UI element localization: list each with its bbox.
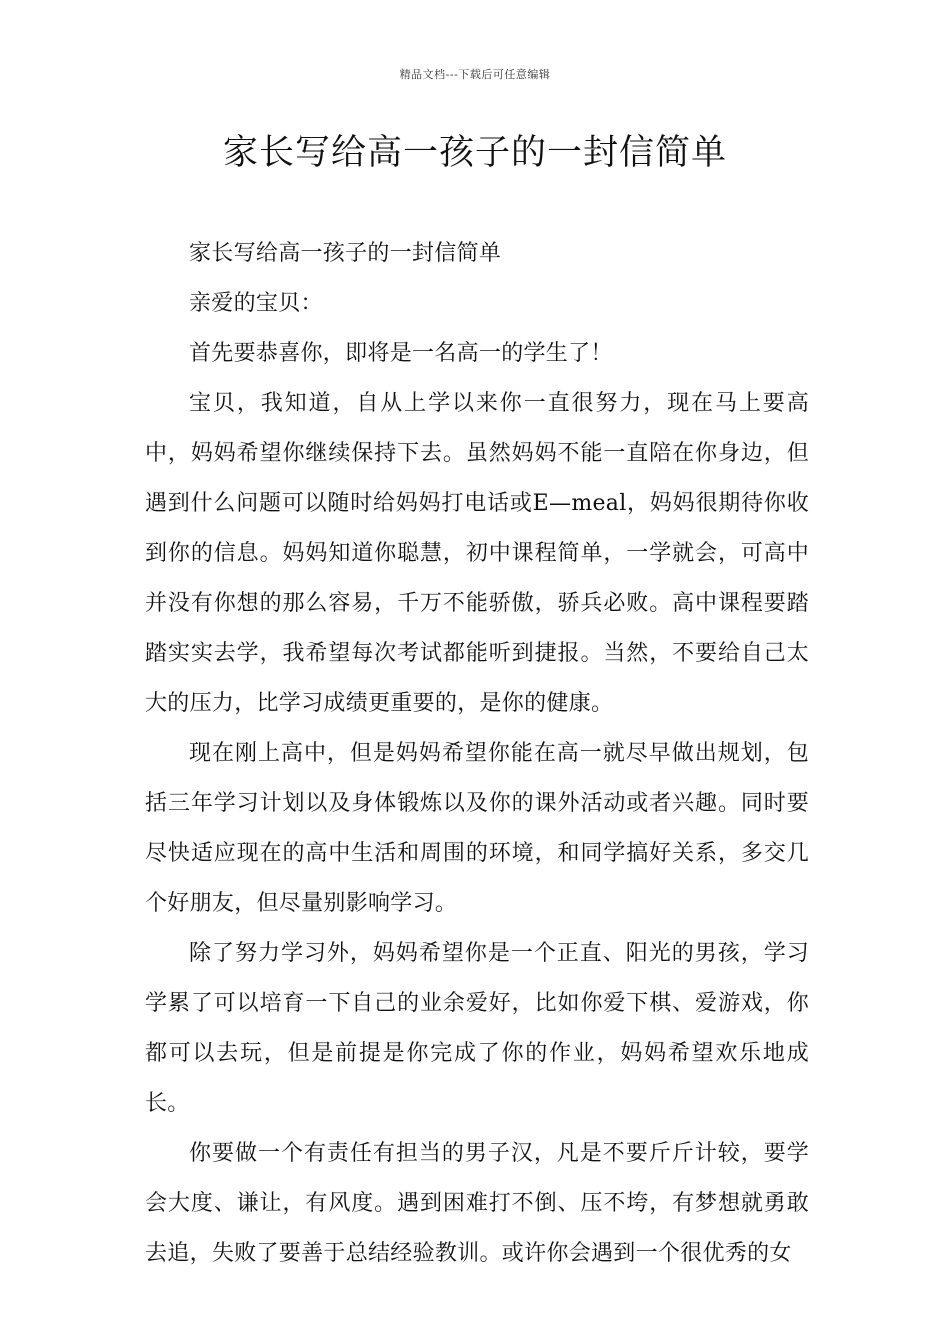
paragraph-subtitle: 家长写给高一孩子的一封信简单 (189, 241, 502, 266)
document-title: 家长写给高一孩子的一封信简单 (222, 133, 727, 173)
paragraph-study: 宝贝，我知道，自从上学以来你一直很努力，现在马上要高中，妈妈希望你继续保持下去。虽然妈妈不能一直陪在你身边，但遇到什么问题可以随时给妈妈打电话或E—meal，妈妈很期待你收到你的信息。妈妈知道你聪慧，初中课程简单，一学就会，可高中并没有你想的那么容易，千万不能骄傲，骄兵必败。高中课程要踏踏实实去学，我希望每次考试都能听到捷报。当然，不要给自己太大的压力，比学习成绩更重要的，是你的健康。 (145, 391, 809, 716)
paragraph-planning: 现在刚上高中，但是妈妈希望你能在高一就尽早做出规划，包括三年学习计划以及身体锻炼以及你的课外活动或者兴趣。同时要尽快适应现在的高中生活和周围的环境，和同学搞好关系，多交几个好朋友，但尽量别影响学习。 (145, 741, 809, 916)
paragraph-greeting: 亲爱的宝贝： (189, 291, 323, 316)
paragraph-hobbies: 除了努力学习外，妈妈希望你是一个正直、阳光的男孩，学习学累了可以培育一下自己的业余爱好，比如你爱下棋、爱游戏，你都可以去玩，但是前提是你完成了你的作业，妈妈希望欢乐地成长。 (145, 941, 809, 1116)
paragraph-responsibility: 你要做一个有责任有担当的男子汉，凡是不要斤斤计较，要学会大度、谦让，有风度。遇到困难打不倒、压不垮，有梦想就勇敢去追，失败了要善于总结经验教训。或许你会遇到一个很优秀的女 (145, 1141, 809, 1266)
paragraph-congrats: 首先要恭喜你，即将是一名高一的学生了！ (189, 341, 613, 366)
document-body (145, 229, 809, 1279)
header-note: 精品文档---下载后可任意编辑 (399, 68, 551, 81)
